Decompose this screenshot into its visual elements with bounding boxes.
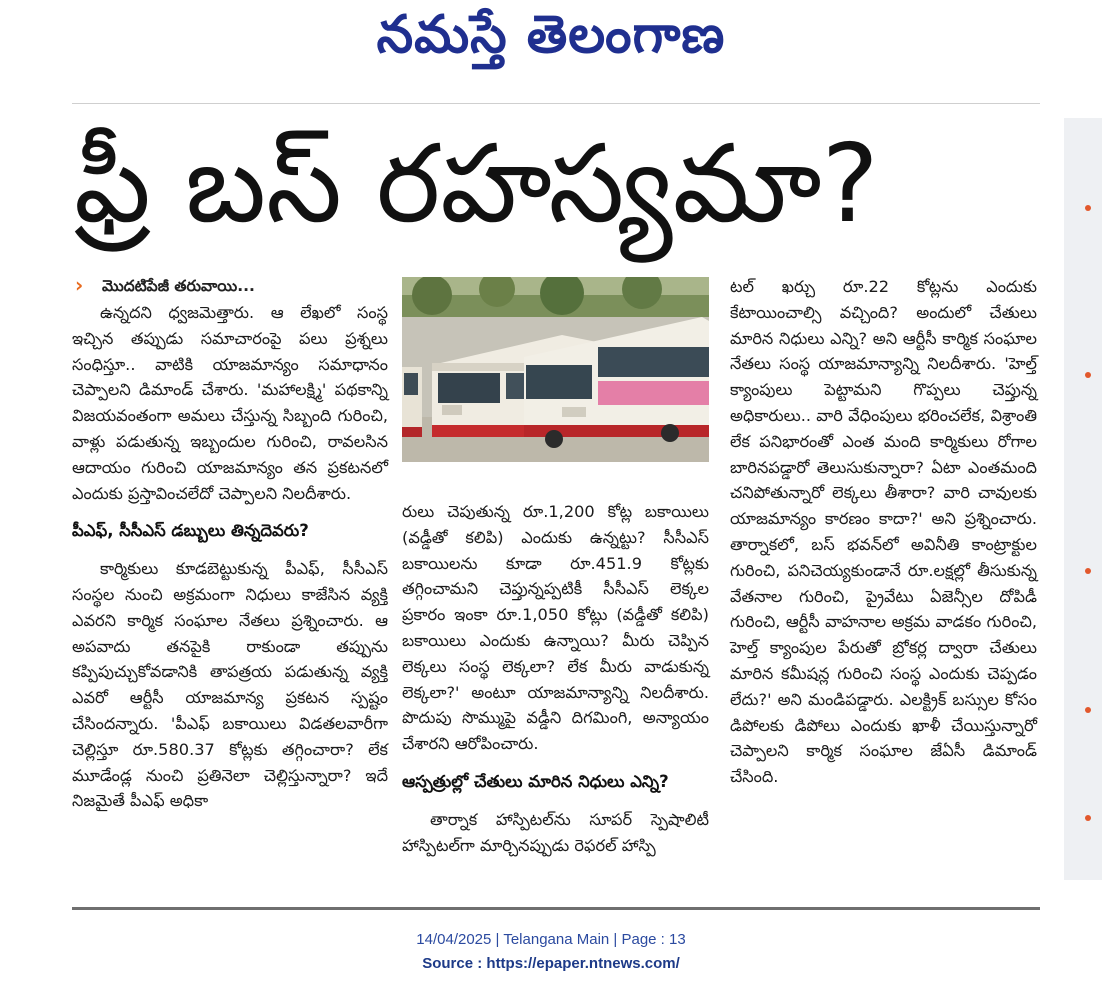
newspaper-logo: నమస్తే తెలంగాణ [376, 4, 726, 65]
top-divider [72, 103, 1040, 104]
chevron-right-icon: › [75, 273, 84, 297]
subheading: పీఎఫ్, సీసీఎస్ డబ్బులు తిన్నదెవరు? [72, 521, 309, 541]
bullet-dot-icon [1085, 372, 1091, 378]
article-column-2 [402, 499, 709, 858]
paragraph: తార్నాక హాస్పిటల్‌ను సూపర్ స్పెషాలిటీ హాస్పిటల్‌గా మార్చినప్పుడు రెఫరల్ హాస్పి [402, 809, 709, 855]
bottom-divider [72, 907, 1040, 910]
bus-depot-photo [402, 277, 709, 462]
article-column-1 [72, 274, 388, 814]
bullet-dot-icon [1085, 205, 1091, 211]
bullet-dot-icon [1085, 707, 1091, 713]
adjacent-column-strip [1064, 118, 1102, 880]
continuation-kicker [72, 274, 388, 300]
paragraph: రులు చెపుతున్న రూ.1,200 కోట్ల బకాయిలు (వడ్డీతో కలిపి) ఎందుకు ఉన్నట్టు? సీసీఎస్ బకాయిలను కూడా రూ.451.9 కోట్లకు తగ్గించామని చెప్తున్నప్పటికీ సీసీఎస్ లెక్కల ప్రకారం ఇంకా రూ.1,050 కోట్లు (వడ్డీతో కలిపి) బకాయిలు ఎందుకు ఉన్నాయి? మీరు చెప్పిన లెక్కలు సంస్థ లెక్కలా? లేక మీరు వాడుకున్న లెక్కలా?' అంటూ యాజమాన్యాన్ని నిలదీశారు. పొదుపు సొమ్ముపై వడ్డీని దిగమింగి, అన్యాయం చేశారని ఆరోపించారు. [402, 502, 709, 754]
epaper-footer [0, 928, 1102, 976]
paragraph: కార్మికులు కూడబెట్టుకున్న పీఎఫ్, సీసీఎస్ సంస్థల నుంచి అక్రమంగా నిధులు కాజేసిన వ్యక్తి ఎవరని కార్మిక సంఘాల నేతలు ప్రశ్నించారు. ఆ అపవాదు తనపైకి రాకుండా తప్పును కప్పిపుచ్చుకోవడానికి తాపత్రయ పడుతున్న వ్యక్తి ఎవరో ఆర్టీసీ యాజమాన్య ప్రకటన స్పష్టం చేసిందన్నారు. 'పీఎఫ్ బకాయిలు విడతలవారీగా చెల్లిస్తూ రూ.580.37 కోట్లకు తగ్గించారా? లేక మూడేండ్ల నుంచి ప్రతినెలా చెల్లిస్తున్నారా? ఇదే నిజమైతే పీఎఫ్ అధికా [72, 559, 388, 811]
bullet-dot-icon [1085, 568, 1091, 574]
source-link[interactable]: Source : https://epaper.ntnews.com/ [422, 955, 680, 972]
bullet-dot-icon [1085, 815, 1091, 821]
paragraph: ఉన్నదని ధ్వజమెత్తారు. ఆ లేఖలో సంస్థ ఇచ్చిన తప్పుడు సమాచారంపై పలు ప్రశ్నలు సంధిస్తూ.. వాటికి యాజమాన్యం సమాధానం చెప్పాలని డిమాండ్ చేశారు. 'మహాలక్ష్మి' పథకాన్ని విజయవంతంగా అమలు చేస్తున్న సిబ్బంది గురించి, వాళ్లు పడుతున్న ఇబ్బందుల గురించి, రావలసిన ఆదాయం గురించి యాజమాన్యం తన ప్రకటనలో ఎందుకు ప్రస్తావించలేదో చెప్పాలని నిలదీశారు. [72, 303, 388, 503]
masthead [0, 0, 1102, 82]
page-info: 14/04/2025 | Telangana Main | Page : 13 [416, 931, 686, 948]
article-column-3 [730, 274, 1037, 790]
subheading: ఆస్పత్రుల్లో చేతులు మారిన నిధులు ఎన్ని? [402, 771, 669, 791]
headline: ఫ్రీ బస్ రహస్యమా? [74, 122, 879, 247]
buses-image [402, 277, 709, 462]
paragraph: టల్ ఖర్చు రూ.22 కోట్లను ఎందుకు కేటాయించాల్సి వచ్చింది? అందులో చేతులు మారిన నిధులు ఎన్ని? అని ఆర్టీసీ కార్మిక సంఘాల నేతలు సంస్థ యాజమాన్యాన్ని నిలదీశారు. 'హెల్త్ క్యాంపులు పెట్టామని గొప్పలు చెప్తున్న అధికారులు.. వారి వేధింపులు భరించలేక, విశ్రాంతి లేక పనిభారంతో ఎంత మంది కార్మికులు రోగాల బారినపడ్డారో తెలుసుకున్నారా? ఏటా ఎంతమంది చనిపోతున్నారో లెక్కలు తీశారా? వారి చావులకు యాజమాన్యం కారణం కాదా?' అని ప్రశ్నించారు. తార్నాకలో, బస్ భవన్‌లో అవినీతి కాంట్రాక్టుల గురించి, పనిచెయ్యకుండానే రూ.లక్షల్లో తీసుకున్న వేతనాల గురించి, ప్రైవేటు ఏజెన్సీల దోపిడీ గురించి, ఆర్టీసీ వాహనాల అక్రమ వాడకం గురించి, హెల్త్ క్యాంపుల పేరుతో బ్రోకర్ల ద్వారా చేతులు మారిన కమీషన్ల గురించి సంస్థ ఎందుకు చెప్పడం లేదు?' అని మండిపడ్డారు. ఎలక్ట్రిక్ బస్సుల కోసం డిపోలకు డిపోలు ఎందుకు ఖాళీ చేయిస్తున్నారో చెప్పాలని కార్మిక సంఘాల జేఏసీ డిమాండ్ చేసింది. [730, 277, 1037, 787]
kicker-text: మొదటిపేజీ తరువాయి... [102, 277, 255, 295]
